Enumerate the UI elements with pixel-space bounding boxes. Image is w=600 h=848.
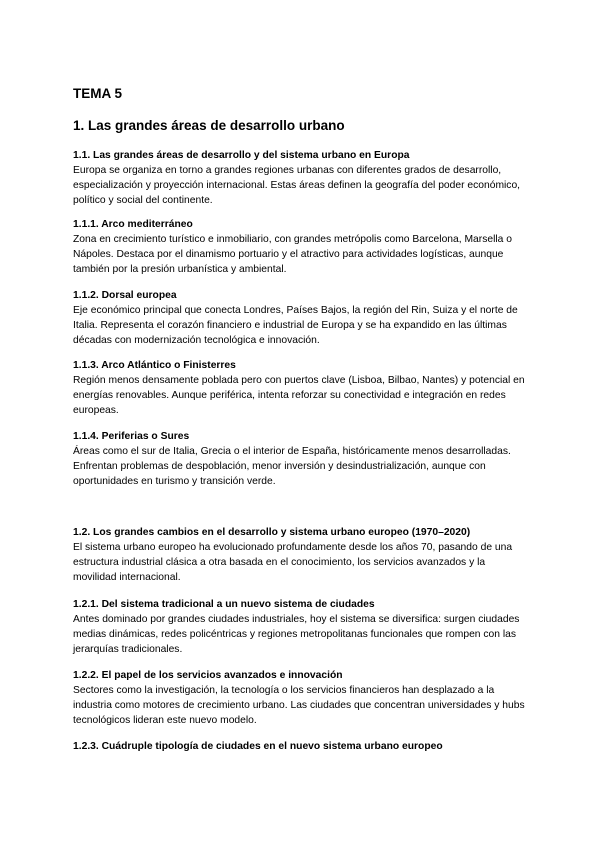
section-heading: 1.2.1. Del sistema tradicional a un nuevo sistema de ciudades xyxy=(73,599,375,610)
section-body: Región menos densamente poblada pero con puertos clave (Lisboa, Bilbao, Nantes) y potencial en energías renovables. Aunque periférica, intenta reforzar su conectividad e integración en redes europeas. xyxy=(73,375,525,417)
section-1-2 xyxy=(73,525,528,586)
section-body: Zona en crecimiento turístico e inmobiliario, con grandes metrópolis como Barcelona, Marsella o Nápoles. Destaca por el dinamismo portuario y el atractivo para actividades logísticas, aunque también por la presión urbanística y ambiental. xyxy=(73,234,512,276)
section-heading: 1.1.3. Arco Atlántico o Finisterres xyxy=(73,360,236,371)
section-1-1 xyxy=(73,148,528,209)
section-heading: 1.1. Las grandes áreas de desarrollo y del sistema urbano en Europa xyxy=(73,150,410,161)
section-1-2-3 xyxy=(73,739,528,754)
section-heading: 1.2. Los grandes cambios en el desarrollo y sistema urbano europeo (1970–2020) xyxy=(73,527,471,538)
section-1-1-3 xyxy=(73,358,528,419)
section-body: Europa se organiza en torno a grandes regiones urbanas con diferentes grados de desarrollo, especialización y proyección internacional. Estas áreas definen la geografía del poder económico, político y social del continente. xyxy=(73,165,521,207)
section-heading: 1.2.2. El papel de los servicios avanzados e innovación xyxy=(73,670,343,681)
section-heading: 1.1.1. Arco mediterráneo xyxy=(73,219,193,230)
section-body: El sistema urbano europeo ha evolucionado profundamente desde los años 70, pasando de una estructura industrial clásica a otra basada en el conocimiento, los servicios avanzados y la movilidad internacional. xyxy=(73,542,513,584)
topic-title: TEMA 5 xyxy=(73,86,123,101)
main-heading: 1. Las grandes áreas de desarrollo urbano xyxy=(73,118,345,133)
section-body: Antes dominado por grandes ciudades industriales, hoy el sistema se diversifica: surgen ciudades medias dinámicas, redes policéntricas y regiones metropolitanas funcionales que rompen con las jerarquías tradicionales. xyxy=(73,614,520,656)
section-body: Áreas como el sur de Italia, Grecia o el interior de España, históricamente menos desarrolladas. Enfrentan problemas de despoblación, menor inversión y desindustrialización, aunque con oportunidades en turismo y transición verde. xyxy=(73,446,511,488)
section-body: Sectores como la investigación, la tecnología o los servicios financieros han desplazado a la industria como motores de crecimiento urbano. Las ciudades que concentran universidades y hubs tecnológicos lideran este nuevo modelo. xyxy=(73,685,525,727)
section-heading: 1.1.2. Dorsal europea xyxy=(73,290,177,301)
section-1-1-2 xyxy=(73,288,528,349)
section-body: Eje económico principal que conecta Londres, Países Bajos, la región del Rin, Suiza y el norte de Italia. Representa el corazón financiero e industrial de Europa y se ha expandido en las últimas décadas con modernización tecnológica e innovación. xyxy=(73,305,518,347)
section-1-2-1 xyxy=(73,597,528,658)
section-1-2-2 xyxy=(73,668,528,729)
section-1-1-1 xyxy=(73,217,528,278)
section-heading: 1.2.3. Cuádruple tipología de ciudades en el nuevo sistema urbano europeo xyxy=(73,741,443,752)
section-heading: 1.1.4. Periferias o Sures xyxy=(73,431,190,442)
section-1-1-4 xyxy=(73,429,528,490)
